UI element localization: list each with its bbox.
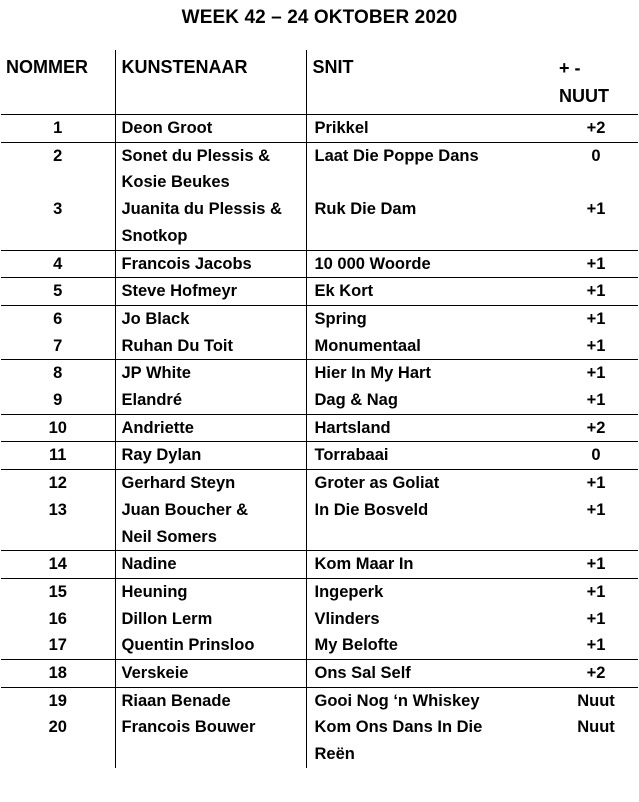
rank-number: 3 [1,196,115,250]
song-cell [306,632,546,659]
position-change: +2 [546,115,638,143]
position-change: +1 [546,497,638,551]
song-title: My Belofte [314,636,398,655]
artist-name: Snotkop [121,226,188,245]
rank-number: 17 [1,632,115,659]
header-change-line1: + - [559,58,581,78]
song-title: Dag & Nag [314,391,398,410]
rank-number: 9 [1,387,115,414]
artist-cell [115,632,306,659]
table-row [1,606,638,633]
artist-name: Kosie Beukes [121,173,230,192]
song-title: 10 000 Woorde [314,254,431,273]
table-row [1,632,638,659]
song-title: Ons Sal Self [314,664,411,683]
rank-number: 15 [48,582,67,601]
song-cell [306,687,546,714]
artist-cell [115,714,306,767]
position-change: +2 [546,414,638,442]
song-cell [306,142,546,196]
artist-name: Juan Boucher & [121,500,249,519]
song-cell [306,442,546,470]
table-row [1,578,638,605]
rank-number: 7 [1,333,115,360]
artist-cell [115,333,306,360]
song-cell [306,305,546,332]
table-row [1,278,638,306]
artist-cell [115,660,306,688]
artist-name: Sonet du Plessis & [121,146,271,165]
song-cell [306,660,546,688]
header-change-line2: NUUT [559,86,609,106]
artist-name: JP White [121,364,191,383]
position-change: +1 [586,364,606,383]
song-title: Monumentaal [314,336,421,355]
song-cell [306,360,546,387]
artist-name: Riaan Benade [121,691,231,710]
position-change: +1 [546,632,638,659]
artist-cell [115,442,306,470]
position-change: +1 [546,387,638,414]
position-change: Nuut [577,691,615,710]
song-cell [306,250,546,278]
artist-cell [115,578,306,605]
page-title: WEEK 42 – 24 OKTOBER 2020 [181,7,458,28]
artist-name: Francois Jacobs [121,254,252,273]
artist-cell [115,305,306,332]
rank-number: 8 [53,364,63,383]
position-change: +1 [546,196,638,250]
artist-name: Francois Bouwer [121,718,256,737]
song-title: Hier In My Hart [314,364,431,383]
table-row [1,250,638,278]
artist-name: Nadine [121,555,177,574]
position-change: 0 [546,442,638,470]
artist-name: Ray Dylan [121,446,202,465]
song-cell [306,578,546,605]
table-row [1,442,638,470]
position-change: +1 [546,333,638,360]
artist-name: Steve Hofmeyr [121,282,238,301]
song-title: Reën [314,745,355,764]
rank-number: 16 [48,609,67,628]
chart-body [1,115,638,768]
song-cell [306,470,546,497]
artist-cell [115,387,306,414]
table-row [1,660,638,688]
table-row [1,687,638,714]
rank-number: 18 [1,660,115,688]
song-title: Kom Maar In [314,555,414,574]
song-title: Spring [314,309,367,328]
position-change: +1 [586,609,606,628]
song-cell [306,278,546,306]
rank-number: 2 [53,146,63,165]
position-change: 0 [591,146,601,165]
song-cell [306,333,546,360]
song-cell [306,497,546,551]
position-change: Nuut [577,718,615,737]
song-title: Laat Die Poppe Dans [314,146,479,165]
rank-number: 4 [1,250,115,278]
song-title: Ruk Die Dam [314,200,417,219]
table-row [1,333,638,360]
song-cell [306,606,546,633]
song-title: Hartsland [314,418,391,437]
song-title: Prikkel [314,119,369,137]
artist-name: Dillon Lerm [121,609,213,628]
table-row [1,470,638,497]
table-row [1,305,638,332]
table-row [1,360,638,387]
song-title: Groter as Goliat [314,474,440,493]
rank-number: 13 [1,497,115,551]
artist-name: Ruhan Du Toit [121,336,234,355]
artist-cell [115,142,306,196]
artist-cell [115,196,306,250]
table-row [1,714,638,767]
song-cell [306,196,546,250]
artist-cell [115,497,306,551]
song-title: Ek Kort [314,282,374,301]
artist-cell [115,551,306,579]
song-cell [306,714,546,767]
artist-name: Gerhard Steyn [121,474,236,493]
song-cell [306,115,546,143]
position-change: +1 [546,551,638,579]
artist-cell [115,687,306,714]
song-title: Gooi Nog ‘n Whiskey [314,691,480,710]
artist-cell [115,278,306,306]
position-change: +1 [546,250,638,278]
table-row [1,196,638,250]
artist-name: Quentin Prinsloo [121,636,255,655]
artist-name: Heuning [121,582,188,601]
song-title: In Die Bosveld [314,500,429,519]
rank-number: 12 [48,474,67,493]
artist-name: Andriette [121,418,194,437]
artist-name: Jo Black [121,309,190,328]
rank-number: 5 [1,278,115,306]
rank-number: 10 [1,414,115,442]
song-cell [306,414,546,442]
position-change: +1 [546,278,638,306]
table-row [1,115,638,143]
header-number: NOMMER [1,50,115,115]
song-title: Ingeperk [314,582,384,601]
song-title: Vlinders [314,609,380,628]
rank-number: 1 [1,115,115,143]
header-song: SNIT [306,50,546,115]
table-row [1,414,638,442]
table-row [1,142,638,196]
header-artist: KUNSTENAAR [115,50,306,115]
song-title: Kom Ons Dans In Die [314,718,483,737]
table-row [1,387,638,414]
artist-cell [115,360,306,387]
position-change: +1 [586,582,606,601]
song-cell [306,551,546,579]
rank-number: 19 [48,691,67,710]
rank-number: 20 [48,718,67,737]
artist-name: Deon Groot [121,119,213,137]
song-cell [306,387,546,414]
position-change: +1 [586,474,606,493]
chart-table [1,50,638,768]
artist-name: Verskeie [121,664,189,683]
song-title: Torrabaai [314,446,389,465]
artist-name: Juanita du Plessis & [121,200,282,219]
artist-name: Elandré [121,391,183,410]
artist-cell [115,414,306,442]
header-row [1,50,638,115]
artist-cell [115,250,306,278]
rank-number: 11 [1,442,115,470]
artist-cell [115,115,306,143]
table-row [1,497,638,551]
artist-cell [115,606,306,633]
rank-number: 14 [1,551,115,579]
header-change [546,50,638,115]
rank-number: 6 [53,309,63,328]
position-change: +2 [546,660,638,688]
position-change: +1 [586,309,606,328]
artist-cell [115,470,306,497]
artist-name: Neil Somers [121,527,217,546]
table-row [1,551,638,579]
